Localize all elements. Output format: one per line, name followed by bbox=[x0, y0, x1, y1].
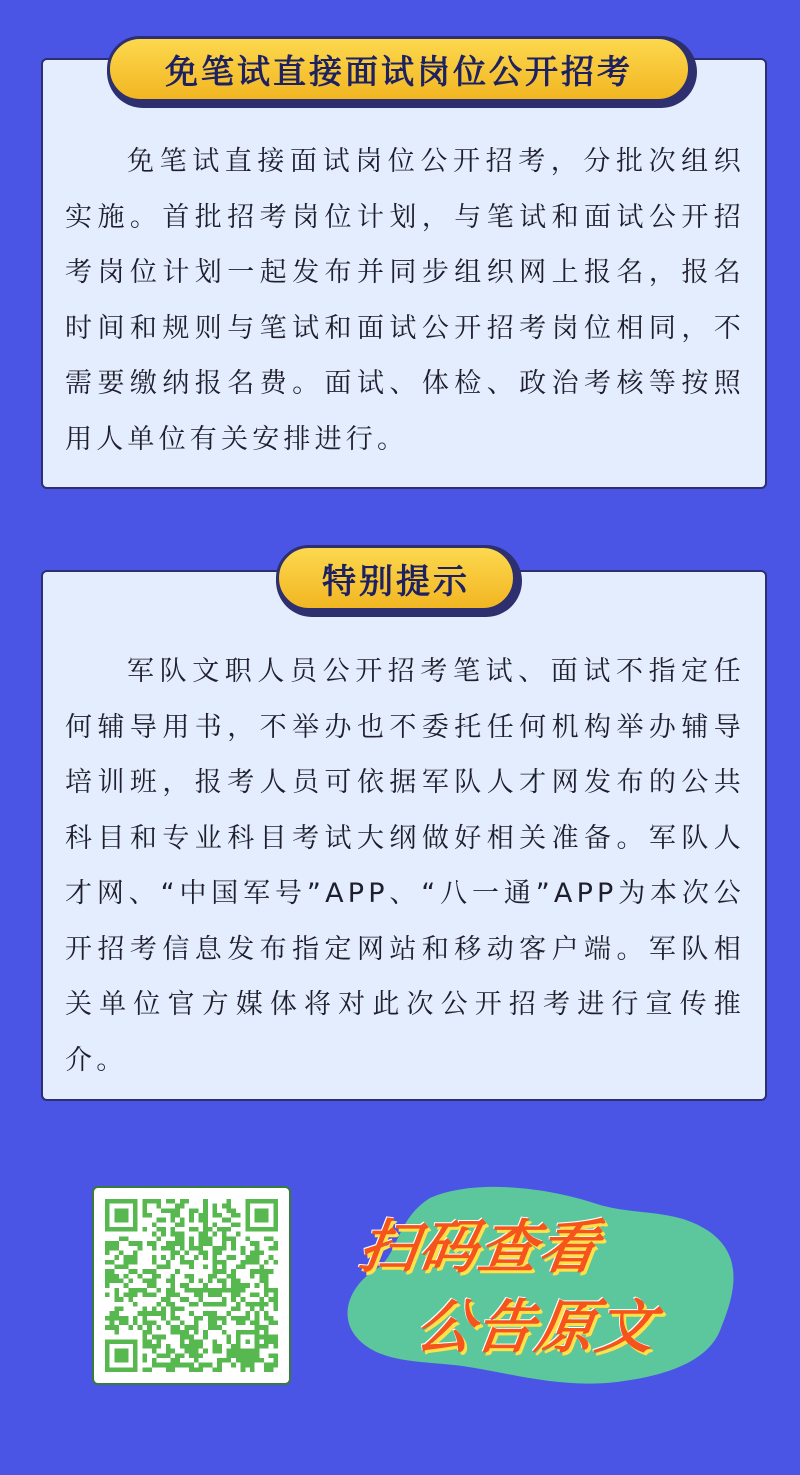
section-body-text: 免笔试直接面试岗位公开招考，分批次组织实施。首批招考岗位计划，与笔试和面试公开招考岗位计划一起发布并同步组织网上报名，报名时间和规则与笔试和面试公开招考岗位相同，不需要缴纳报名费。面试、体检、政治考核等按照用人单位有关安排进行。 bbox=[65, 146, 745, 455]
section-title: 特别提示 bbox=[276, 545, 516, 611]
scan-to-view-announcement bbox=[335, 1180, 755, 1395]
section-title-pill bbox=[107, 36, 697, 108]
qr-code[interactable] bbox=[92, 1186, 291, 1385]
section-title: 免笔试直接面试岗位公开招考 bbox=[107, 36, 691, 102]
cta-line-1: 扫码查看 bbox=[354, 1213, 605, 1281]
section-body-text: 军队文职人员公开招考笔试、面试不指定任何辅导用书，不举办也不委托任何机构举办辅导培训班，报考人员可依据军队人才网发布的公共科目和专业科目考试大纲做好相关准备。军队人才网、“中国军号”APP、“八一通”APP为本次公开招考信息发布指定网站和移动客户端。军队相关单位官方媒体将对此次公开招考进行宣传推介。 bbox=[65, 656, 745, 1076]
qr-code-icon bbox=[105, 1199, 278, 1372]
cta-line-2: 公告原文 bbox=[411, 1293, 662, 1361]
section-title-pill bbox=[276, 545, 522, 617]
